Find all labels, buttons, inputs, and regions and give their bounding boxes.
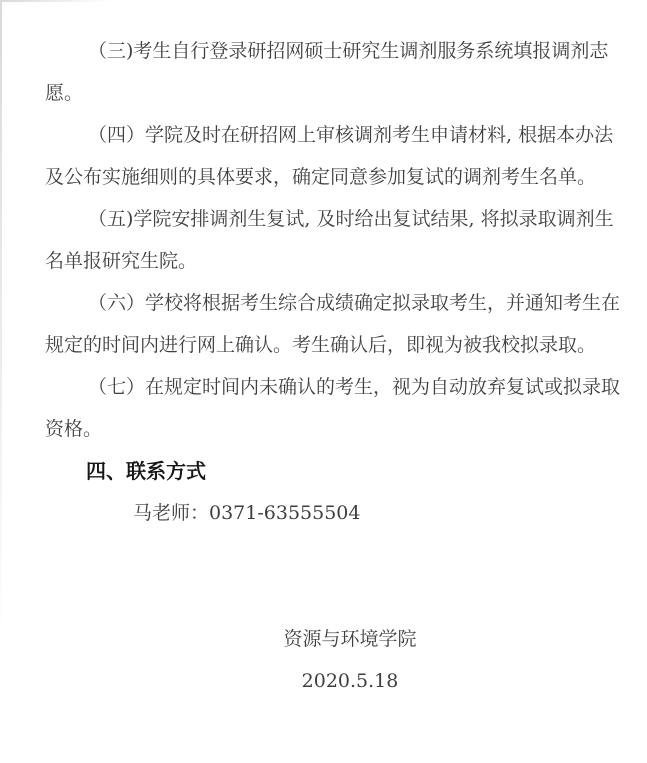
paragraph-line: （六）学校将根据考生综合成绩确定拟录取考生，并通知考生在 — [88, 292, 621, 314]
paragraph-line: （五)学院安排调剂生复试, 及时给出复试结果, 将拟录取调剂生 — [88, 208, 614, 230]
paragraph-line: （三)考生自行登录研招网硕士研究生调剂服务系统填报调剂志 — [88, 40, 609, 62]
section-heading: 四、联系方式 — [86, 459, 206, 483]
paragraph-line: 愿。 — [45, 82, 84, 104]
spacer-line — [45, 576, 615, 618]
paragraph-line: 规定的时间内进行网上确认。考生确认后，即视为被我校拟录取。 — [45, 334, 597, 356]
paragraph-line: （四）学院及时在研招网上审核调剂考生申请材料, 根据本办法 — [88, 124, 614, 146]
paragraph-line: 资格。 — [45, 418, 103, 440]
paragraph-line: 及公布实施细则的具体要求，确定同意参加复试的调剂考生名单。 — [45, 166, 597, 188]
spacer-line — [45, 534, 615, 576]
signature-line: 资源与环境学院 — [283, 628, 417, 650]
paragraph-line: （七）在规定时间内未确认的考生，视为自动放弃复试或拟录取 — [88, 376, 621, 398]
contact-line: 马老师：0371-63555504 — [133, 502, 361, 524]
date-line: 2020.5.18 — [301, 670, 399, 692]
paragraph-line: 名单报研究生院。 — [45, 250, 198, 272]
